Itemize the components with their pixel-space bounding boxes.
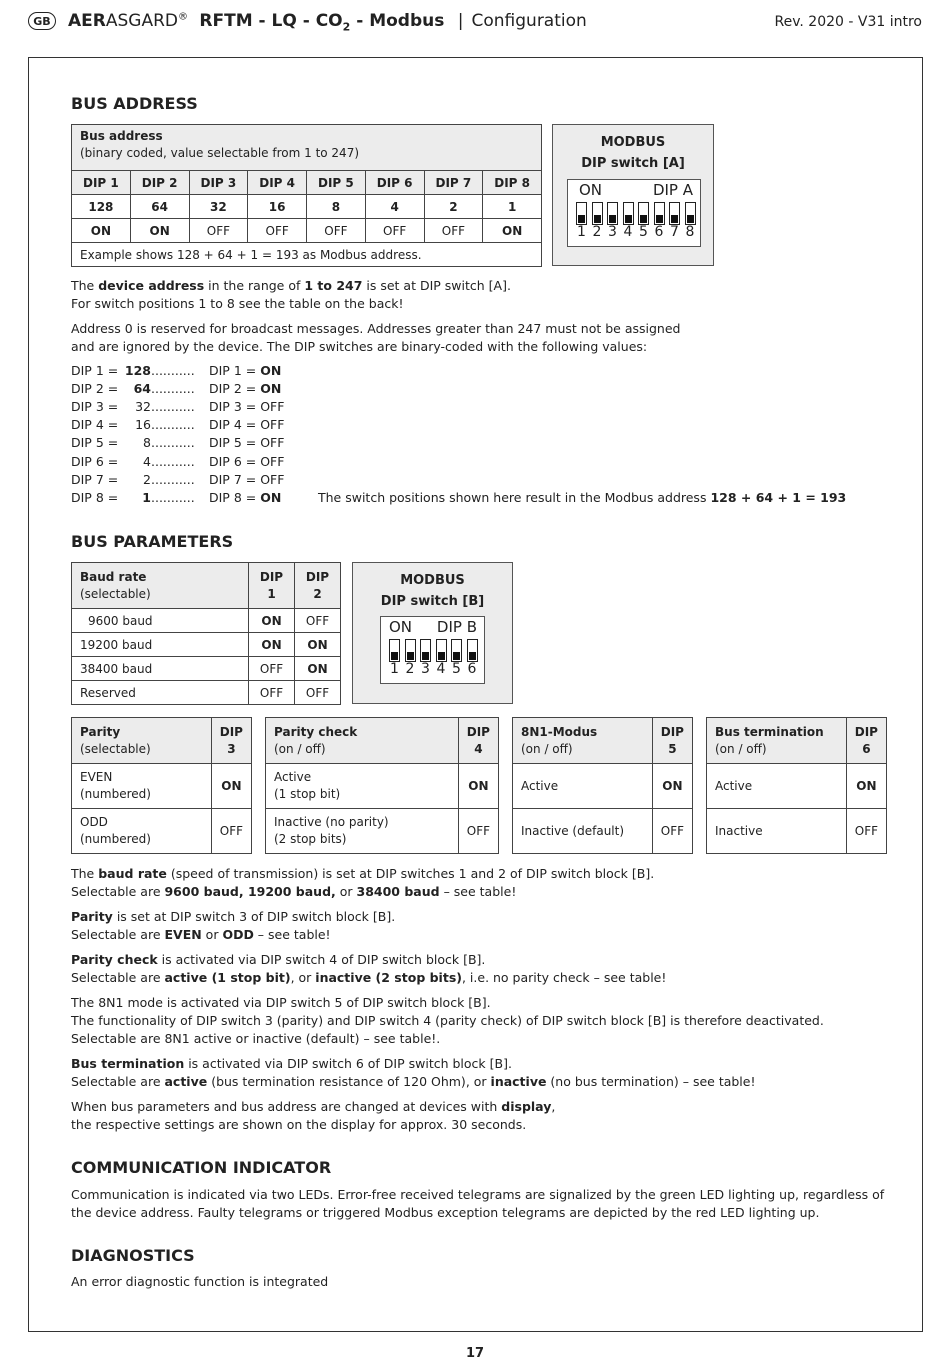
bus-termination-paragraph: Bus termination is activated via DIP switch 6 of DIP switch block [B]. Selectable are active (bus termination resistance of 120 Ohm), or inactive (no bus termination) – see table! (71, 1056, 756, 1089)
bus-address-table-subtitle: (binary coded, value selectable from 1 to 247) (80, 146, 360, 160)
baud-row: 38400 baud OFF ON (72, 657, 341, 681)
page-number: 17 (465, 1346, 485, 1361)
dip-number: 2 (592, 224, 602, 240)
dip-toggle[interactable] (669, 202, 680, 225)
dip-list-leader: ........... (151, 453, 195, 469)
baud-rate-paragraph: The baud rate (speed of transmission) is set at DIP switches 1 and 2 of DIP switch block [B]. Selectable are 9600 baud, 19200 baud, or 38400 baud – see table! (71, 866, 655, 899)
dip-b-label: DIP B (436, 618, 477, 636)
dip-toggle[interactable] (638, 202, 649, 225)
8n1-mode-table: 8N1-Modus (on / off) DIP 5 Active ON Inactive (default) OFF (512, 717, 693, 854)
dip-list-state: DIP 1 = ON (209, 363, 282, 378)
dip-number: 7 (670, 224, 679, 240)
dip-toggle[interactable] (389, 639, 400, 662)
display-paragraph: When bus parameters and bus address are changed at devices with display, the respective settings are shown on the display for approx. 30 seconds. (71, 1099, 556, 1132)
bus-address-heading: BUS ADDRESS (71, 94, 198, 113)
dip-toggle[interactable] (420, 639, 431, 662)
dip-box-title: MODBUS (400, 573, 465, 588)
dip-list-label: DIP 3 = (71, 399, 119, 415)
dip-state: ON (72, 219, 131, 243)
communication-paragraph: Communication is indicated via two LEDs. Error-free received telegrams are signalized by the green LED lighting up, regardless of the device address. Faulty telegrams or triggered Modbus exception telegrams are depicted by the red LED lighting up. (71, 1187, 885, 1220)
8n1-paragraph: The 8N1 mode is activated via DIP switch 5 of DIP switch block [B]. The functionality of DIP switch 3 (parity) and DIP switch 4 (parity check) of DIP switch block [B] is therefore deactivated. Selectable are 8N1 active or inactive (default) – see table!. (71, 995, 824, 1046)
dip-toggle[interactable] (467, 639, 478, 662)
dip-state: ON (483, 219, 542, 243)
language-badge: GB (28, 12, 56, 30)
dip-list-state: DIP 6 = OFF (209, 453, 285, 469)
dip-toggle[interactable] (592, 202, 603, 225)
dip-box-subtitle: DIP switch [B] (380, 594, 485, 609)
dip-header: DIP 1 (72, 171, 131, 195)
dip-header: DIP 2 (130, 171, 189, 195)
dip-number: 4 (436, 661, 446, 677)
dip-header: DIP 7 (424, 171, 483, 195)
dip-list-state: DIP 4 = OFF (209, 417, 285, 433)
dip-toggle[interactable] (451, 639, 462, 662)
dip-switch-a (567, 179, 701, 247)
dip-list-state: DIP 2 = ON (209, 381, 282, 397)
dip-number: 4 (623, 224, 633, 240)
on-label: ON (579, 181, 603, 199)
baud-row: 19200 baud ON ON (72, 633, 341, 657)
dip-list-label: DIP 7 = (71, 471, 119, 487)
dip-switch-b (380, 616, 485, 684)
dip-state: OFF (365, 219, 424, 243)
dip-value: 16 (248, 195, 307, 219)
dip-value-row (72, 195, 542, 219)
dip-state: OFF (189, 219, 248, 243)
dip-value: 128 (72, 195, 131, 219)
bus-parameters-heading: BUS PARAMETERS (71, 532, 234, 551)
dip-list-value: 64 (133, 381, 151, 397)
dip-list-leader: ........... (151, 399, 195, 415)
example-row: Example shows 128 + 64 + 1 = 193 as Modbus address. (72, 243, 542, 267)
dip-header: DIP 6 (365, 171, 424, 195)
dip-header: DIP 3 (189, 171, 248, 195)
dip-number: 6 (467, 661, 477, 677)
dip-box-subtitle: DIP switch [A] (581, 156, 685, 171)
bus-termination-table: Bus termination (on / off) DIP 6 Active ON Inactive OFF (706, 717, 887, 854)
baud-row: Reserved OFF OFF (72, 681, 341, 705)
dip-list-leader: ........... (151, 471, 195, 487)
parity-paragraph: Parity is set at DIP switch 3 of DIP switch block [B]. Selectable are EVEN or ODD – see table! (71, 909, 396, 942)
dip-number: 5 (639, 224, 648, 240)
dip-toggle[interactable] (607, 202, 618, 225)
dip-toggle[interactable] (654, 202, 665, 225)
dip-list-value: 1 (142, 489, 151, 505)
dip-state: OFF (424, 219, 483, 243)
dip-value: 2 (424, 195, 483, 219)
dip-list-label: DIP 8 = (71, 489, 119, 505)
dip-number: 2 (405, 661, 415, 677)
dip-list-state: DIP 3 = OFF (209, 399, 285, 415)
communication-indicator-heading: COMMUNICATION INDICATOR (71, 1158, 332, 1177)
dip-state: OFF (248, 219, 307, 243)
dip-list-leader: ........... (151, 417, 195, 433)
dip-value: 8 (307, 195, 366, 219)
dip-header: DIP 4 (248, 171, 307, 195)
baud-row: 9600 baud ON OFF (72, 609, 341, 633)
dip-list-label: DIP 4 = (71, 417, 119, 433)
dip-list-label: DIP 1 = (71, 363, 119, 378)
dip-state-row (72, 219, 542, 243)
page-header (28, 10, 922, 36)
parity-check-table: Parity check (on / off) DIP 4 Active (1 stop bit) ON Inactive (no parity) (2 stop bits) OFF (265, 717, 499, 854)
dip-list-label: DIP 5 = (71, 435, 119, 451)
dip-header: DIP 8 (483, 171, 542, 195)
dip-a-label: DIP A (652, 181, 693, 199)
dip-toggle[interactable] (405, 639, 416, 662)
dip-toggle[interactable] (685, 202, 696, 225)
dip-number: 5 (452, 661, 461, 677)
dip-list-leader: ........... (151, 381, 195, 397)
dip-list-leader: ........... (151, 363, 195, 378)
dip-value: 1 (483, 195, 542, 219)
dip-header: DIP 5 (307, 171, 366, 195)
baud-rate-table: Baud rate (selectable) DIP 1 DIP 2 9600 baud ON OFF 19200 baud ON ON 38400 baud OFF ON Reserved OFF OFF (71, 562, 341, 705)
dip-value: 64 (130, 195, 189, 219)
device-address-paragraph: The device address in the range of 1 to 247 is set at DIP switch [A]. For switch positions 1 to 8 see the table on the back! (71, 278, 511, 311)
dip-number: 3 (608, 224, 617, 240)
dip-list-value: 2 (143, 471, 151, 487)
dip-list-state: DIP 8 = ON (209, 489, 282, 505)
dip-state: ON (130, 219, 189, 243)
dip-list-state: DIP 7 = OFF (209, 471, 285, 487)
dip-box-title: MODBUS (600, 135, 666, 150)
dip-value: 32 (189, 195, 248, 219)
bus-address-table (71, 124, 542, 267)
dip-list-label: DIP 2 = (71, 381, 119, 397)
dip-number: 1 (577, 224, 586, 240)
dip-list-value: 32 (135, 399, 151, 415)
on-label: ON (389, 618, 413, 636)
dip-switch-a-box (552, 124, 714, 266)
dip-list-label: DIP 6 = (71, 453, 119, 469)
dip-list-leader: ........... (151, 435, 195, 451)
dip-state: OFF (307, 219, 366, 243)
dip-toggle[interactable] (623, 202, 634, 225)
dip-list-state: DIP 5 = OFF (209, 435, 285, 451)
dip-number: 3 (421, 661, 430, 677)
dip-list-value: 4 (143, 453, 151, 469)
dip-number: 1 (390, 661, 399, 677)
diagnostics-heading: DIAGNOSTICS (71, 1246, 195, 1265)
dip-number: 8 (685, 224, 695, 240)
dip-value: 4 (365, 195, 424, 219)
dip-list-value: 128 (124, 363, 151, 378)
bus-address-table-title: Bus address (80, 129, 163, 143)
dip-switch-b-box (352, 562, 513, 704)
dip-header-row (72, 171, 542, 195)
diagnostics-paragraph: An error diagnostic function is integrated (71, 1274, 329, 1289)
parity-check-paragraph: Parity check is activated via DIP switch 4 of DIP switch block [B]. Selectable are active (1 stop bit), or inactive (2 stop bits), i.e. no parity check – see table! (71, 952, 667, 985)
document-title: AERASGARD® RFTM - LQ - $CO_2$ - Modbus | Configuration (68, 11, 587, 34)
dip-toggle[interactable] (576, 202, 587, 225)
dip-list-value: 16 (135, 417, 151, 433)
result-sentence: The switch positions shown here result in the Modbus address 128 + 64 + 1 = 193 (318, 490, 847, 505)
dip-toggle[interactable] (436, 639, 447, 662)
parity-table: Parity (selectable) DIP 3 EVEN (numbered) ON ODD (numbered) OFF (71, 717, 252, 854)
revision-label: Rev. 2020 - V31 intro (774, 14, 922, 30)
address-zero-paragraph: Address 0 is reserved for broadcast messages. Addresses greater than 247 must not be assigned and are ignored by the device. The DIP switches are binary-coded with the following values: (71, 321, 681, 354)
dip-number: 6 (654, 224, 664, 240)
dip-list-leader: ........... (151, 489, 195, 505)
dip-list-value: 8 (143, 435, 151, 451)
